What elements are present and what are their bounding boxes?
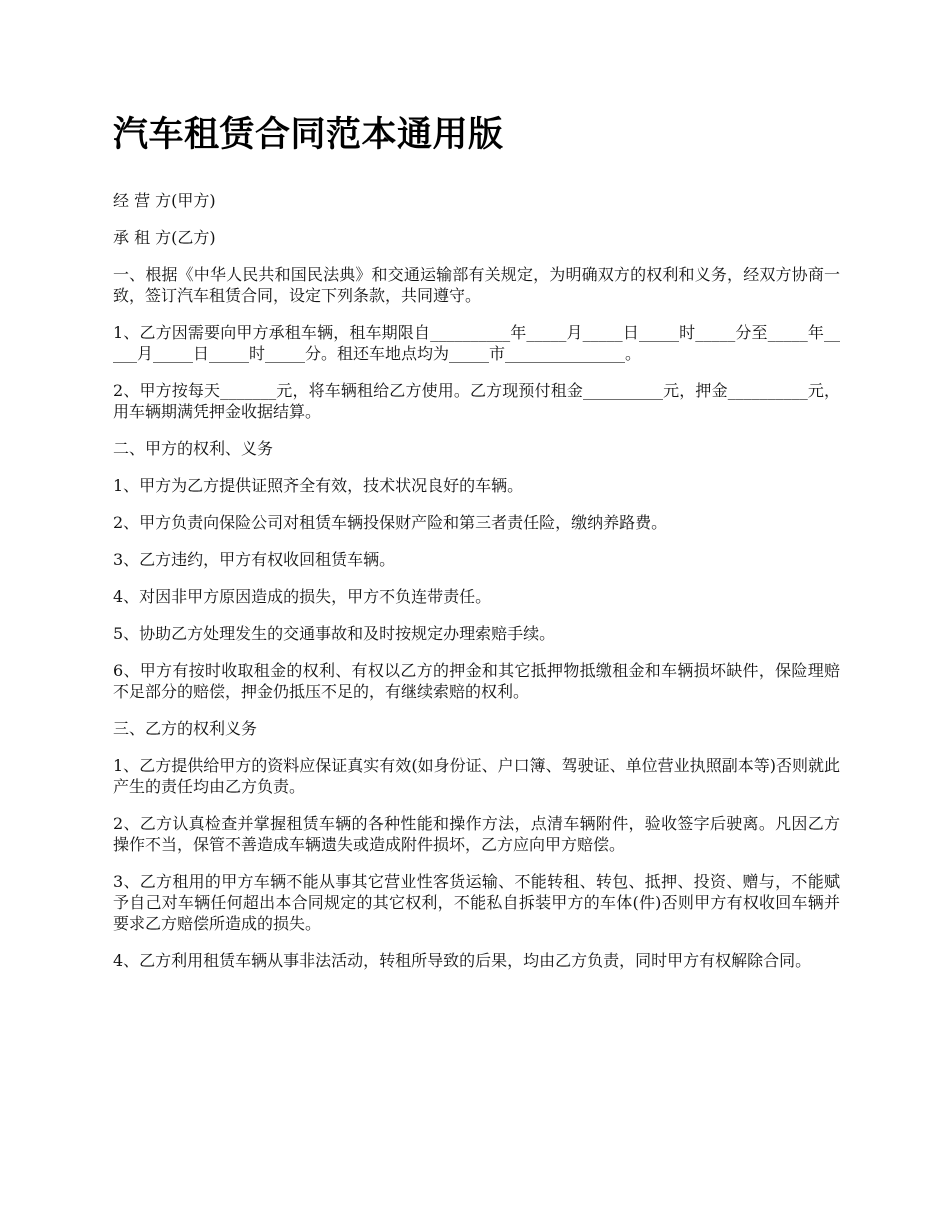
rental-period-clause: 1、乙方因需要向甲方承租车辆，租车期限自__________年_____月_____日_____时_____分至_____年_____月_____日_____时_____分。租还车地点均为_____市_______________。: [113, 323, 840, 363]
document-page: [113, 112, 840, 987]
party-a-clause-4: 4、对因非甲方原因造成的损失，甲方不负连带责任。: [113, 587, 492, 606]
party-a-clause-3: 3、乙方违约，甲方有权收回租赁车辆。: [113, 550, 396, 569]
party-b-clause-1: 1、乙方提供给甲方的资料应保证真实有效(如身份证、户口簿、驾驶证、单位营业执照副本等)否则就此产生的责任均由乙方负责。: [113, 756, 840, 796]
document-title: 汽车租赁合同范本通用版: [113, 115, 504, 155]
preamble-paragraph: 一、根据《中华人民共和国民法典》和交通运输部有关规定，为明确双方的权利和义务，经双方协商一致，签订汽车租赁合同，设定下列条款，共同遵守。: [113, 265, 840, 305]
party-a-clause-5: 5、协助乙方处理发生的交通事故和及时按规定办理索赔手续。: [113, 624, 556, 643]
party-a-clause-2: 2、甲方负责向保险公司对租赁车辆投保财产险和第三者责任险，缴纳养路费。: [113, 513, 668, 532]
party-b-clause-3: 3、乙方租用的甲方车辆不能从事其它营业性客货运输、不能转租、转包、抵押、投资、赠与，不能赋予自己对车辆任何超出本合同规定的其它权利，不能私自拆装甲方的车体(件)否则甲方有权收回车辆并要求乙方赔偿所造成的损失。: [113, 872, 840, 933]
party-a-line: 经 营 方(甲方): [113, 191, 216, 210]
party-b-clause-4: 4、乙方利用租赁车辆从事非法活动，转租所导致的后果，均由乙方负责，同时甲方有权解除合同。: [113, 951, 812, 970]
section-heading-party-a: 二、甲方的权利、义务: [113, 439, 274, 458]
party-a-clause-1: 1、甲方为乙方提供证照齐全有效，技术状况良好的车辆。: [113, 476, 524, 495]
section-heading-party-b: 三、乙方的权利义务: [113, 719, 258, 738]
party-b-line: 承 租 方(乙方): [113, 228, 216, 247]
party-b-clause-2: 2、乙方认真检查并掌握租赁车辆的各种性能和操作方法，点清车辆附件，验收签字后驶离。凡因乙方操作不当，保管不善造成车辆遗失或造成附件损坏，乙方应向甲方赔偿。: [113, 814, 840, 854]
party-a-clause-6: 6、甲方有按时收取租金的权利、有权以乙方的押金和其它抵押物抵缴租金和车辆损坏缺件，保险理赔不足部分的赔偿，押金仍抵压不足的，有继续索赔的权利。: [113, 661, 840, 701]
rent-deposit-clause: 2、甲方按每天_______元，将车辆租给乙方使用。乙方现预付租金__________元，押金__________元，用车辆期满凭押金收据结算。: [113, 381, 840, 421]
